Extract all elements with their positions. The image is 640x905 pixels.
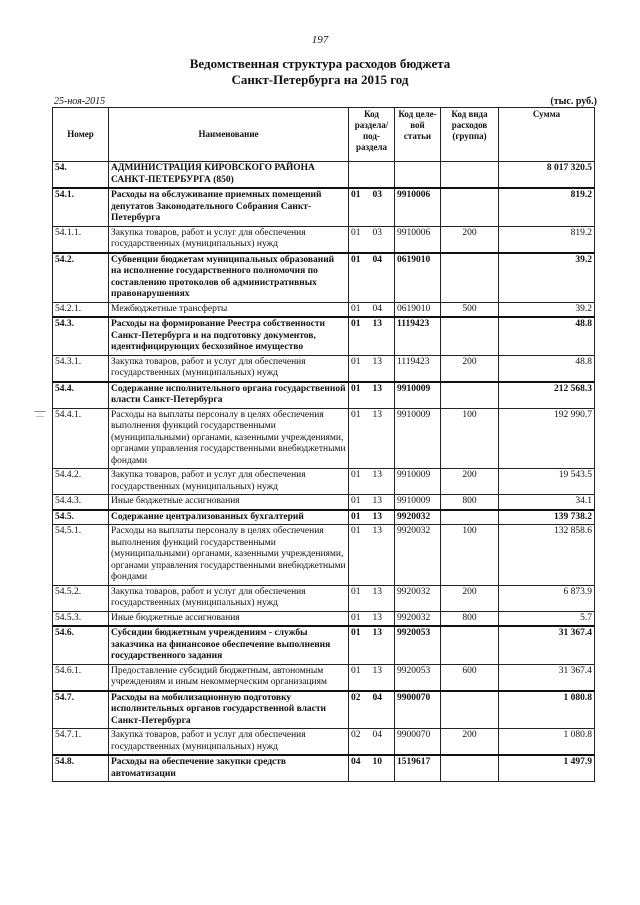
row-article-code: 9920032 (395, 510, 441, 525)
row-amount: 819.2 (499, 188, 595, 226)
row-expense-group (441, 317, 499, 355)
row-number: 54.2.1. (53, 302, 109, 317)
table-row (53, 469, 595, 495)
row-number: 54.1.1. (53, 226, 109, 253)
row-article-code: 9910006 (395, 226, 441, 253)
row-article-code: 1519617 (395, 755, 441, 782)
table-row (53, 495, 595, 510)
row-section-code: 01 (349, 226, 367, 253)
table-row (53, 162, 595, 189)
title-line-2: Санкт-Петербурга на 2015 год (231, 72, 409, 87)
table-row (53, 302, 595, 317)
row-number: 54.5.1. (53, 525, 109, 586)
row-article-code: 9910009 (395, 495, 441, 510)
row-section-code: 01 (349, 525, 367, 586)
row-expense-group (441, 253, 499, 303)
row-article-code: 1119423 (395, 355, 441, 382)
row-section-code: 01 (349, 382, 367, 409)
row-amount: 192 990.7 (499, 408, 595, 469)
row-section-code: 01 (349, 611, 367, 626)
row-subsection-code: 13 (367, 664, 395, 691)
row-subsection-code: 13 (367, 495, 395, 510)
row-amount: 6 873.9 (499, 585, 595, 611)
row-article-code: 9920032 (395, 611, 441, 626)
row-subsection-code: 13 (367, 408, 395, 469)
row-name: Закупка товаров, работ и услуг для обеспечения государственных (муниципальных) нужд (109, 469, 349, 495)
table-row (53, 626, 595, 664)
row-subsection-code: 04 (367, 253, 395, 303)
row-subsection-code: 13 (367, 611, 395, 626)
row-subsection-code: 04 (367, 302, 395, 317)
table-row (53, 525, 595, 586)
row-name: Иные бюджетные ассигнования (109, 495, 349, 510)
row-subsection-code: 03 (367, 226, 395, 253)
row-amount: 31 367.4 (499, 626, 595, 664)
row-amount: 48.8 (499, 317, 595, 355)
row-number: 54.4.2. (53, 469, 109, 495)
row-expense-group: 800 (441, 611, 499, 626)
row-name: Содержание централизованных бухгалтерий (109, 510, 349, 525)
table-row (53, 585, 595, 611)
row-subsection-code: 13 (367, 585, 395, 611)
row-number: 54.3.1. (53, 355, 109, 382)
table-row (53, 691, 595, 729)
row-amount: 34.1 (499, 495, 595, 510)
table-row (53, 408, 595, 469)
row-number: 54.4.1. (53, 408, 109, 469)
row-subsection-code: 13 (367, 355, 395, 382)
row-amount: 5.7 (499, 611, 595, 626)
row-number: 54.4.3. (53, 495, 109, 510)
row-expense-group: 600 (441, 664, 499, 691)
table-row (53, 611, 595, 626)
row-amount: 39.2 (499, 302, 595, 317)
row-amount: 48.8 (499, 355, 595, 382)
row-amount: 819.2 (499, 226, 595, 253)
row-section-code: 01 (349, 302, 367, 317)
row-name: Субвенции бюджетам муниципальных образований на исполнение государственного полномочия по составлению протоколов об административных правонарушениях (109, 253, 349, 303)
row-amount: 132 858.6 (499, 525, 595, 586)
row-number: 54.5.3. (53, 611, 109, 626)
row-expense-group: 200 (441, 226, 499, 253)
row-amount: 19 543.5 (499, 469, 595, 495)
row-name: Иные бюджетные ассигнования (109, 611, 349, 626)
table-row (53, 729, 595, 756)
row-number: 54.3. (53, 317, 109, 355)
row-expense-group (441, 755, 499, 782)
row-expense-group (441, 626, 499, 664)
row-expense-group (441, 382, 499, 409)
row-expense-group (441, 691, 499, 729)
row-amount: 8 017 320.5 (499, 162, 595, 189)
row-article-code: 1119423 (395, 317, 441, 355)
title-line-1: Ведомственная структура расходов бюджета (189, 56, 451, 71)
row-number: 54. (53, 162, 109, 189)
row-subsection-code: 04 (367, 729, 395, 756)
row-subsection-code: 13 (367, 469, 395, 495)
row-number: 54.6. (53, 626, 109, 664)
table-body (53, 162, 595, 782)
row-subsection-code: 13 (367, 525, 395, 586)
scan-artifact (34, 411, 46, 412)
row-section-code: 01 (349, 664, 367, 691)
table-row (53, 188, 595, 226)
row-expense-group (441, 162, 499, 189)
row-number: 54.5.2. (53, 585, 109, 611)
row-section-code: 01 (349, 408, 367, 469)
row-article-code: 9910009 (395, 469, 441, 495)
row-name: Закупка товаров, работ и услуг для обеспечения государственных (муниципальных) нужд (109, 355, 349, 382)
table-row (53, 382, 595, 409)
row-number: 54.4. (53, 382, 109, 409)
row-name: Расходы на мобилизационную подготовку исполнительных органов государственной власти Санкт-Петербурга (109, 691, 349, 729)
row-name: Расходы на выплаты персоналу в целях обеспечения выполнения функций государственными (муниципальными) органами, казенными учреждениями, органами управления государственными внебюджетными фондами (109, 408, 349, 469)
row-subsection-code: 13 (367, 382, 395, 409)
table-row (53, 226, 595, 253)
row-subsection-code: 13 (367, 626, 395, 664)
row-subsection-code: 10 (367, 755, 395, 782)
row-expense-group: 200 (441, 355, 499, 382)
row-article-code: 9900070 (395, 691, 441, 729)
table-row (53, 755, 595, 782)
row-amount: 31 367.4 (499, 664, 595, 691)
header-article: Код целе-вой статьи (395, 108, 441, 162)
document-title (0, 56, 640, 88)
row-expense-group: 500 (441, 302, 499, 317)
row-article-code: 9910009 (395, 408, 441, 469)
report-date: 25-ноя-2015 (54, 96, 106, 107)
header-section: Код раздела/ под-раздела (349, 108, 395, 162)
row-article-code: 9910006 (395, 188, 441, 226)
row-amount: 1 497.9 (499, 755, 595, 782)
row-name: Субсидии бюджетным учреждениям - службы заказчика на финансовое обеспечение выполнения государственного задания (109, 626, 349, 664)
row-subsection-code: 03 (367, 188, 395, 226)
table-header-row (53, 108, 595, 162)
row-article-code: 0619010 (395, 253, 441, 303)
row-subsection-code: 04 (367, 691, 395, 729)
row-expense-group: 200 (441, 469, 499, 495)
table-row (53, 510, 595, 525)
row-article-code: 9920032 (395, 585, 441, 611)
row-expense-group (441, 510, 499, 525)
row-name: Расходы на формирование Реестра собственности Санкт-Петербурга и на подготовку документов, идентифицирующих бесхозяйное имущество (109, 317, 349, 355)
row-expense-group (441, 188, 499, 226)
currency-unit: (тыс. руб.) (550, 96, 597, 107)
row-name: Закупка товаров, работ и услуг для обеспечения государственных (муниципальных) нужд (109, 226, 349, 253)
row-article-code: 9920032 (395, 525, 441, 586)
row-article-code: 9920053 (395, 626, 441, 664)
row-number: 54.1. (53, 188, 109, 226)
row-expense-group: 100 (441, 525, 499, 586)
row-number: 54.8. (53, 755, 109, 782)
row-section-code: 01 (349, 626, 367, 664)
table-row (53, 317, 595, 355)
row-section-code: 02 (349, 691, 367, 729)
row-name: Межбюджетные трансферты (109, 302, 349, 317)
row-name: Закупка товаров, работ и услуг для обеспечения государственных (муниципальных) нужд (109, 585, 349, 611)
row-subsection-code (367, 162, 395, 189)
row-section-code: 01 (349, 188, 367, 226)
row-name: Расходы на обслуживание приемных помещений депутатов Законодательного Собрания Санкт-Петербурга (109, 188, 349, 226)
header-number: Номер (53, 108, 109, 162)
table-row (53, 253, 595, 303)
row-expense-group: 200 (441, 585, 499, 611)
row-name: Содержание исполнительного органа государственной власти Санкт-Петербурга (109, 382, 349, 409)
row-section-code: 01 (349, 253, 367, 303)
row-amount: 1 080.8 (499, 729, 595, 756)
row-amount: 212 568.3 (499, 382, 595, 409)
row-expense-group: 200 (441, 729, 499, 756)
row-article-code: 0619010 (395, 302, 441, 317)
row-article-code: 9910009 (395, 382, 441, 409)
row-name: Расходы на выплаты персоналу в целях обеспечения выполнения функций государственными (муниципальными) органами, казенными учреждениями, органами управления государственными внебюджетными фондами (109, 525, 349, 586)
row-article-code: 9900070 (395, 729, 441, 756)
row-name: Расходы на обеспечение закупки средств автоматизации (109, 755, 349, 782)
row-name: АДМИНИСТРАЦИЯ КИРОВСКОГО РАЙОНА САНКТ-ПЕТЕРБУРГА (850) (109, 162, 349, 189)
row-section-code: 01 (349, 585, 367, 611)
header-name: Наименование (109, 108, 349, 162)
row-number: 54.6.1. (53, 664, 109, 691)
row-article-code: 9920053 (395, 664, 441, 691)
row-amount: 1 080.8 (499, 691, 595, 729)
page-number: 197 (311, 34, 329, 46)
row-section-code (349, 162, 367, 189)
row-number: 54.7.1. (53, 729, 109, 756)
row-section-code: 01 (349, 469, 367, 495)
table-row (53, 664, 595, 691)
row-amount: 139 738.2 (499, 510, 595, 525)
row-name: Закупка товаров, работ и услуг для обеспечения государственных (муниципальных) нужд (109, 729, 349, 756)
row-subsection-code: 13 (367, 317, 395, 355)
row-section-code: 04 (349, 755, 367, 782)
row-section-code: 01 (349, 317, 367, 355)
header-group: Код вида расходов (группа) (441, 108, 499, 162)
row-section-code: 01 (349, 355, 367, 382)
row-section-code: 01 (349, 495, 367, 510)
row-section-code: 02 (349, 729, 367, 756)
row-amount: 39.2 (499, 253, 595, 303)
row-number: 54.5. (53, 510, 109, 525)
table-row (53, 355, 595, 382)
row-expense-group: 100 (441, 408, 499, 469)
row-number: 54.2. (53, 253, 109, 303)
header-sum: Сумма (499, 108, 595, 162)
row-number: 54.7. (53, 691, 109, 729)
row-article-code (395, 162, 441, 189)
row-expense-group: 800 (441, 495, 499, 510)
row-name: Предоставление субсидий бюджетным, автономным учреждениям и иным некоммерческим организациям (109, 664, 349, 691)
row-section-code: 01 (349, 510, 367, 525)
scan-artifact (36, 416, 44, 417)
row-subsection-code: 13 (367, 510, 395, 525)
budget-table (52, 107, 595, 782)
